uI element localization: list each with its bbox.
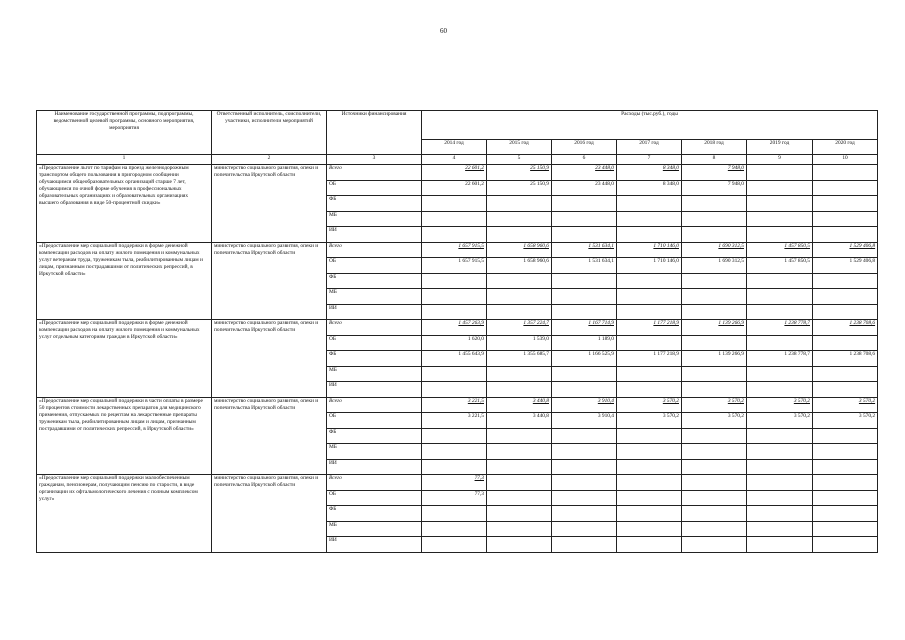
expense-value: 8 348,0	[617, 165, 682, 181]
expense-value	[813, 537, 878, 553]
expense-value	[552, 304, 617, 320]
expense-value	[552, 490, 617, 506]
expense-value: 1 657 915,5	[422, 258, 487, 274]
expense-value	[422, 382, 487, 398]
funding-source: МБ	[327, 366, 422, 382]
column-number: 7	[617, 155, 682, 165]
funding-source: ОБ	[327, 490, 422, 506]
funding-source: ФБ	[327, 196, 422, 212]
funding-source: ОБ	[327, 413, 422, 429]
expense-value	[747, 273, 813, 289]
expense-value	[682, 335, 747, 351]
expense-value: 25 150,9	[487, 165, 552, 181]
expense-value: 7 948,0	[682, 165, 747, 181]
expense-value	[487, 444, 552, 460]
funding-source: Всего	[327, 242, 422, 258]
expense-value	[813, 382, 878, 398]
expense-value	[487, 521, 552, 537]
expense-value: 1 238 778,7	[747, 351, 813, 367]
expense-value	[617, 521, 682, 537]
expense-value	[617, 227, 682, 243]
expense-value	[682, 366, 747, 382]
expense-value: 1 531 634,1	[552, 242, 617, 258]
funding-source: ОБ	[327, 180, 422, 196]
expense-value	[422, 366, 487, 382]
expense-value: 3 570,2	[813, 413, 878, 429]
expense-value	[813, 180, 878, 196]
expense-value	[747, 366, 813, 382]
expense-value: 22 601,2	[422, 165, 487, 181]
expense-value	[682, 475, 747, 491]
expense-value	[813, 211, 878, 227]
expense-value	[487, 475, 552, 491]
expense-value: 3 910,4	[552, 397, 617, 413]
expense-value	[617, 382, 682, 398]
expense-value	[747, 211, 813, 227]
expense-value	[552, 444, 617, 460]
expense-value	[552, 211, 617, 227]
measure-executor: министерство социального развития, опеки и попечительства Иркутской области	[212, 397, 327, 475]
column-number: 8	[682, 155, 747, 165]
funding-source: ОБ	[327, 335, 422, 351]
expense-value: 1 457 850,5	[747, 242, 813, 258]
expense-value: 1 455 643,9	[422, 351, 487, 367]
expense-value: 8 348,0	[617, 180, 682, 196]
expense-value: 3 570,2	[813, 397, 878, 413]
expense-value	[552, 382, 617, 398]
expense-value	[747, 289, 813, 305]
measure-description: «Предоставление мер социальной поддержки в части оплаты в размере 50 процентов стоимости лекарственных препаратов для медицинского применения, отпускаемых по рецептам на лекарственные препараты труженикам тыла, реабилитированным лицам и лицам, признанным пострадавшими от политических репрессий, в Иркутской области»	[37, 397, 212, 475]
column-number: 2	[212, 155, 327, 165]
expense-value	[813, 521, 878, 537]
expense-value	[747, 475, 813, 491]
expense-value	[487, 304, 552, 320]
expense-value	[747, 165, 813, 181]
expense-value	[422, 273, 487, 289]
expense-value	[487, 366, 552, 382]
expense-value	[487, 211, 552, 227]
year-header: 2017 год	[617, 140, 682, 155]
expense-value: 1 658 960,6	[487, 242, 552, 258]
expense-value: 1 690 312,5	[682, 258, 747, 274]
expense-value: 3 440,8	[487, 413, 552, 429]
year-header: 2019 год	[747, 140, 813, 155]
measure-executor: министерство социального развития, опеки и попечительства Иркутской области	[212, 242, 327, 320]
expense-value	[813, 490, 878, 506]
expense-value: 1 238 778,7	[747, 320, 813, 336]
expense-value: 3 570,2	[747, 397, 813, 413]
expense-value	[552, 537, 617, 553]
expense-value: 1 189,0	[552, 335, 617, 351]
expense-value	[617, 273, 682, 289]
funding-source: ИИ	[327, 304, 422, 320]
column-number: 3	[327, 155, 422, 165]
funding-source: Всего	[327, 475, 422, 491]
funding-source: МБ	[327, 211, 422, 227]
expense-value: 1 355 685,7	[487, 351, 552, 367]
expense-value	[422, 506, 487, 522]
expense-value	[682, 196, 747, 212]
expense-value	[552, 428, 617, 444]
expense-value	[617, 506, 682, 522]
expense-value	[747, 459, 813, 475]
table-row	[37, 397, 878, 413]
header-expenses: Расходы (тыс.руб.), годы	[422, 111, 878, 140]
expense-value	[617, 335, 682, 351]
expense-value	[813, 165, 878, 181]
expense-value: 3 570,2	[682, 413, 747, 429]
table-body	[37, 165, 878, 553]
expense-value	[552, 289, 617, 305]
expense-value: 77,3	[422, 490, 487, 506]
expense-value	[422, 211, 487, 227]
expense-value	[682, 289, 747, 305]
expense-value	[422, 428, 487, 444]
table-row	[37, 165, 878, 181]
funding-source: Всего	[327, 320, 422, 336]
expense-value: 1 238 708,6	[813, 320, 878, 336]
funding-source: Всего	[327, 397, 422, 413]
expense-value	[813, 304, 878, 320]
expense-value	[747, 537, 813, 553]
measure-executor: министерство социального развития, опеки и попечительства Иркутской области	[212, 320, 327, 398]
page-number: 60	[440, 27, 447, 35]
expense-value: 1 529 406,8	[813, 242, 878, 258]
expense-value	[813, 227, 878, 243]
column-number: 9	[747, 155, 813, 165]
expense-value	[422, 521, 487, 537]
expense-value	[682, 506, 747, 522]
expense-value: 3 570,2	[682, 397, 747, 413]
column-number: 1	[37, 155, 212, 165]
expense-value: 3 221,5	[422, 413, 487, 429]
column-number: 10	[813, 155, 878, 165]
expense-value	[552, 506, 617, 522]
expense-value	[617, 196, 682, 212]
expense-value: 1 238 708,6	[813, 351, 878, 367]
funding-source: ОБ	[327, 258, 422, 274]
funding-source: ФБ	[327, 506, 422, 522]
expense-value: 25 150,9	[487, 180, 552, 196]
expense-value: 3 440,8	[487, 397, 552, 413]
funding-source: ИИ	[327, 227, 422, 243]
expense-value	[682, 273, 747, 289]
expense-value: 1 457 850,5	[747, 258, 813, 274]
expense-value	[682, 211, 747, 227]
expense-value: 3 221,5	[422, 397, 487, 413]
expense-value	[422, 289, 487, 305]
funding-source: ИИ	[327, 537, 422, 553]
expense-value	[422, 196, 487, 212]
expense-value	[813, 475, 878, 491]
column-number: 6	[552, 155, 617, 165]
table-row	[37, 475, 878, 491]
expense-value	[487, 289, 552, 305]
expense-value	[487, 490, 552, 506]
expense-value: 1 457 263,9	[422, 320, 487, 336]
expense-value: 1 529 406,8	[813, 258, 878, 274]
expense-value: 22 601,2	[422, 180, 487, 196]
expense-value	[552, 366, 617, 382]
expense-value: 1 657 915,5	[422, 242, 487, 258]
expense-value	[747, 428, 813, 444]
expense-value	[422, 227, 487, 243]
expense-value	[813, 273, 878, 289]
year-header: 2014 год	[422, 140, 487, 155]
measure-description: «Предоставление льгот по тарифам на проезд железнодорожным транспортом общего пользования в пригородном сообщении обучающимся общеобразовательных организаций старше 7 лет, обучающимся по очной форме обучения в профессиональных образовательных организациях и образовательных организациях высшего образования в виде 50-процентной скидки»	[37, 165, 212, 243]
expense-value: 3 570,2	[747, 413, 813, 429]
expense-value	[617, 459, 682, 475]
year-header: 2018 год	[682, 140, 747, 155]
header-executor: Ответственный исполнитель, соисполнители, участники, исполнители мероприятий	[212, 111, 327, 155]
expense-value	[747, 521, 813, 537]
expense-value	[682, 459, 747, 475]
expense-value	[617, 304, 682, 320]
column-number-row	[37, 155, 878, 165]
expense-value	[813, 335, 878, 351]
expense-value: 1 166 525,9	[552, 351, 617, 367]
expense-value	[813, 428, 878, 444]
expense-value: 1 357 224,7	[487, 320, 552, 336]
expense-value: 1 710 146,0	[617, 242, 682, 258]
expense-value: 3 910,4	[552, 413, 617, 429]
expense-value	[617, 537, 682, 553]
expense-value: 1 139 266,9	[682, 351, 747, 367]
expense-value	[487, 459, 552, 475]
funding-source: ИИ	[327, 459, 422, 475]
measure-executor: министерство социального развития, опеки и попечительства Иркутской области	[212, 165, 327, 243]
column-number: 4	[422, 155, 487, 165]
expense-value: 23 448,0	[552, 180, 617, 196]
expense-value	[487, 227, 552, 243]
funding-source: ФБ	[327, 428, 422, 444]
expense-value	[487, 273, 552, 289]
expense-value	[617, 289, 682, 305]
expense-value	[682, 382, 747, 398]
expense-value	[747, 227, 813, 243]
expense-value: 1 139 266,9	[682, 320, 747, 336]
expense-value: 1 531 634,1	[552, 258, 617, 274]
header-funding-source: Источники финансирования	[327, 111, 422, 155]
expense-value	[747, 444, 813, 460]
expense-value	[617, 366, 682, 382]
expense-value	[617, 475, 682, 491]
expense-value	[617, 444, 682, 460]
expense-value	[813, 459, 878, 475]
expense-value	[422, 459, 487, 475]
expense-value	[487, 428, 552, 444]
expense-value	[682, 521, 747, 537]
expense-value	[813, 444, 878, 460]
expense-value	[747, 335, 813, 351]
expense-value: 1 658 960,6	[487, 258, 552, 274]
expense-value	[682, 537, 747, 553]
expense-value	[813, 506, 878, 522]
expense-value	[552, 475, 617, 491]
table-row	[37, 320, 878, 336]
column-number: 5	[487, 155, 552, 165]
expense-value	[813, 196, 878, 212]
measure-description: «Предоставление мер социальной поддержки малообеспеченным гражданам, пенсионерам, получающим пенсию по старости, в виде организации их офтальмологического лечения с полным комплексом услуг»	[37, 475, 212, 553]
expense-value	[682, 304, 747, 320]
expense-value: 1 620,0	[422, 335, 487, 351]
expense-value	[552, 273, 617, 289]
funding-source: ИИ	[327, 382, 422, 398]
expense-value	[552, 459, 617, 475]
expense-value	[747, 490, 813, 506]
funding-source: Всего	[327, 165, 422, 181]
funding-source: ФБ	[327, 351, 422, 367]
expense-value: 3 570,2	[617, 397, 682, 413]
expense-value	[813, 289, 878, 305]
expense-value: 1 710 146,0	[617, 258, 682, 274]
funding-source: МБ	[327, 444, 422, 460]
expense-value	[682, 428, 747, 444]
expense-value	[487, 506, 552, 522]
funding-source: ФБ	[327, 273, 422, 289]
measure-description: «Предоставление мер социальной поддержки в форме денежной компенсации расходов на оплату жилого помещения и коммунальных услуг ветеранам труда, труженикам тыла, реабилитированным лицам и лицам, признанным пострадавшими от политических репрессий, в Иркутской области»	[37, 242, 212, 320]
expense-value	[813, 366, 878, 382]
expense-value	[552, 521, 617, 537]
expense-value	[747, 196, 813, 212]
table-row	[37, 242, 878, 258]
expense-value	[422, 537, 487, 553]
expense-value	[747, 382, 813, 398]
expense-value: 23 448,0	[552, 165, 617, 181]
expense-value: 77,3	[422, 475, 487, 491]
expense-value	[487, 537, 552, 553]
expense-value: 7 948,0	[682, 180, 747, 196]
budget-table	[36, 110, 878, 553]
expense-value	[747, 304, 813, 320]
expense-value	[747, 180, 813, 196]
expense-value: 1 167 714,9	[552, 320, 617, 336]
year-header: 2015 год	[487, 140, 552, 155]
expense-value: 1 690 312,5	[682, 242, 747, 258]
expense-value: 1 539,0	[487, 335, 552, 351]
expense-value	[422, 444, 487, 460]
funding-source: МБ	[327, 521, 422, 537]
expense-value	[682, 444, 747, 460]
expense-value	[487, 382, 552, 398]
expense-value	[552, 196, 617, 212]
expense-value	[747, 506, 813, 522]
year-header: 2020 год	[813, 140, 878, 155]
expense-value	[682, 227, 747, 243]
expense-value: 1 177 218,9	[617, 351, 682, 367]
expense-value	[617, 428, 682, 444]
year-header: 2016 год	[552, 140, 617, 155]
expense-value	[617, 490, 682, 506]
expense-value: 3 570,2	[617, 413, 682, 429]
measure-description: «Предоставление мер социальной поддержки в форме денежной компенсации расходов на оплату жилого помещения и коммунальных услуг отдельным категориям граждан в Иркутской области»	[37, 320, 212, 398]
funding-source: МБ	[327, 289, 422, 305]
measure-executor: министерство социального развития, опеки и попечительства Иркутской области	[212, 475, 327, 553]
expense-value	[682, 490, 747, 506]
expense-value	[422, 304, 487, 320]
expense-value	[487, 196, 552, 212]
expense-value	[617, 211, 682, 227]
expense-value: 1 177 218,9	[617, 320, 682, 336]
header-program-name: Наименование государственной программы, подпрограммы, ведомственной целевой программы, основного мероприятия, мероприятия	[37, 111, 212, 155]
expense-value	[552, 227, 617, 243]
